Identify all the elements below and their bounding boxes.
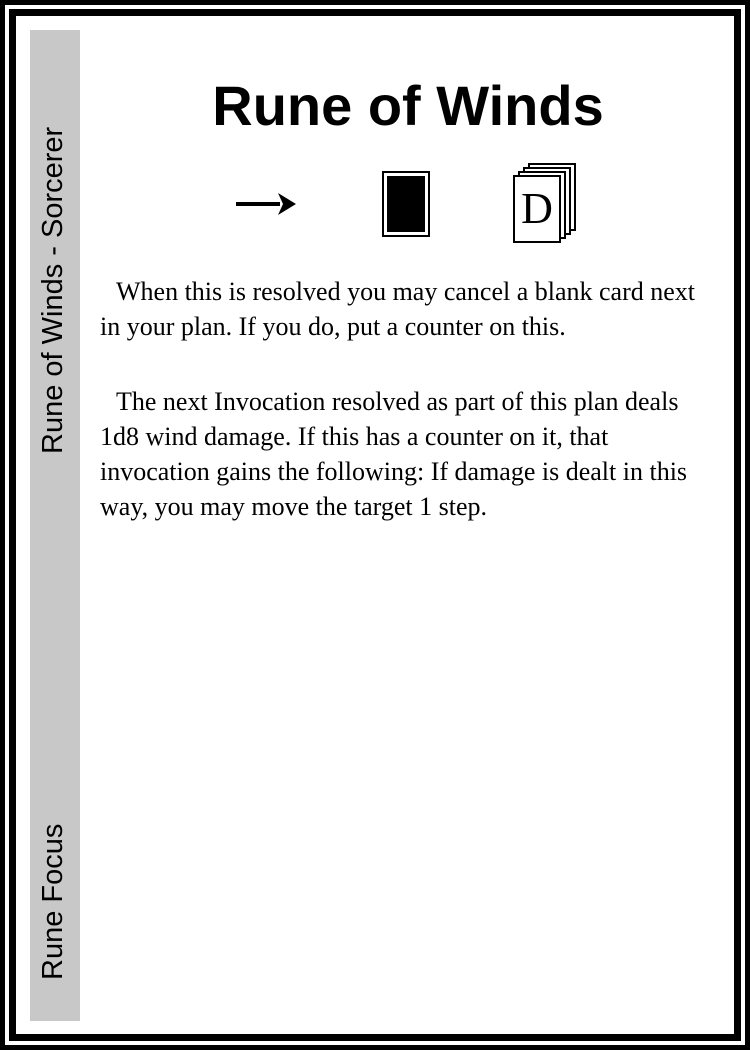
card-face bbox=[16, 16, 734, 1034]
rules-text bbox=[100, 274, 712, 564]
rules-paragraph-1: When this is resolved you may cancel a blank card next in your plan. If you do, put a counter on this. bbox=[100, 277, 696, 341]
blank-card-icon bbox=[382, 171, 430, 237]
rules-paragraph-2: The next Invocation resolved as part of this plan deals 1d8 wind damage. If this has a counter on it, that invocation gains the following: If damage is dealt in this way, you may move the target 1 step. bbox=[100, 387, 688, 521]
side-title: Rune of Winds - Sorcerer bbox=[37, 126, 69, 454]
deck-d-icon bbox=[512, 163, 578, 243]
card-title: Rune of Winds bbox=[212, 74, 604, 137]
side-type: Rune Focus bbox=[37, 823, 69, 980]
card-icons bbox=[16, 16, 734, 276]
right-arrow-icon bbox=[234, 188, 298, 220]
deck-letter: D bbox=[521, 184, 553, 233]
